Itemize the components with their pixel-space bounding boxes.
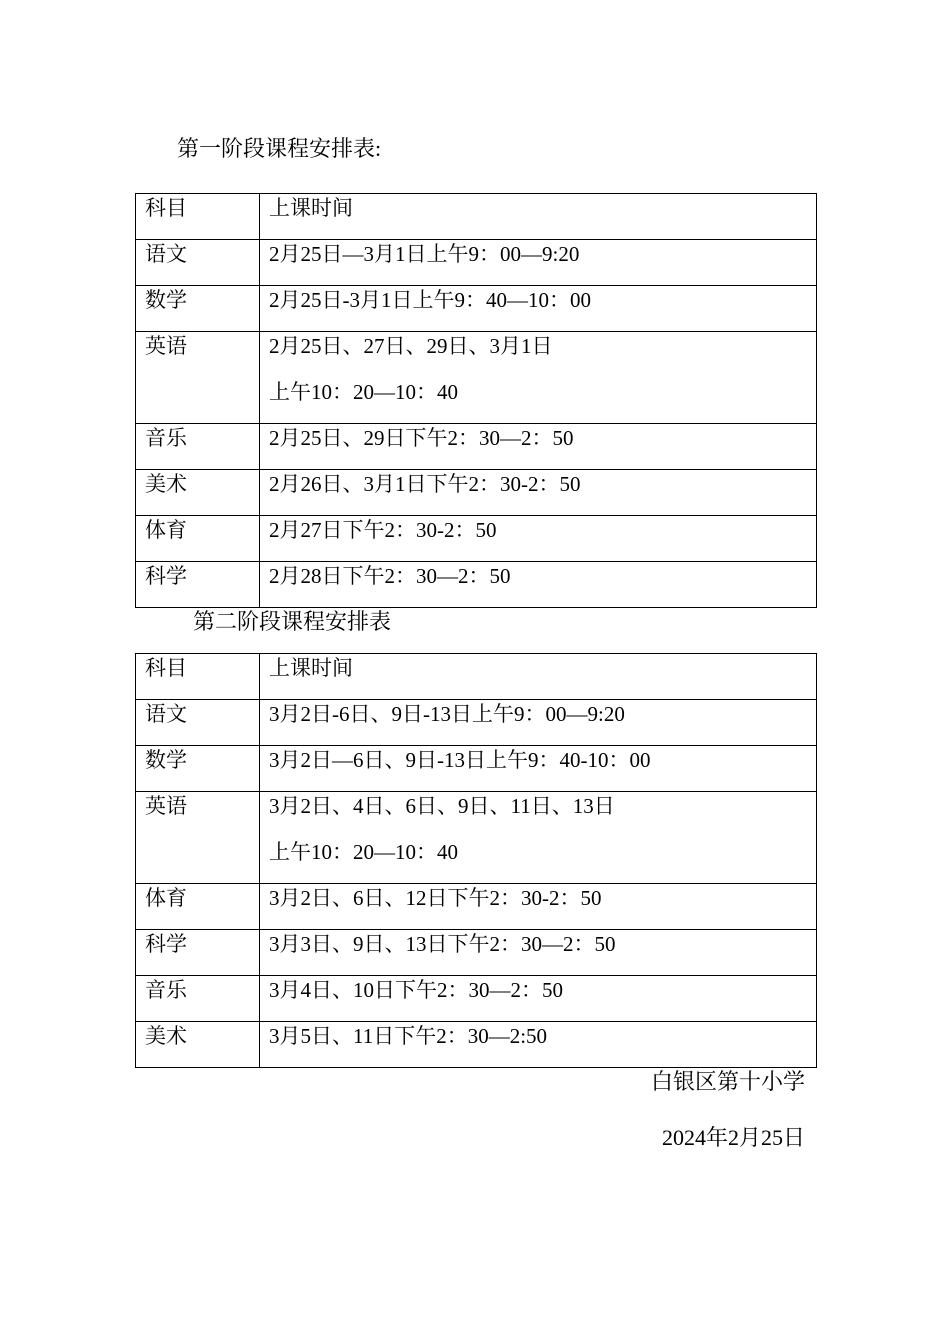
time-cell: 2月26日、3月1日下午2：30-2：50: [260, 470, 817, 516]
table-header-row: [136, 654, 817, 700]
table-row: [136, 976, 817, 1022]
table-row: [136, 424, 817, 470]
table-row: [136, 562, 817, 608]
stage2-title: 第二阶段课程安排表: [193, 609, 392, 634]
time-cell: 3月2日-6日、9日-13日上午9：00—9:20: [260, 700, 817, 746]
subject-cell: 语文: [136, 240, 260, 286]
stage2-schedule-table: [135, 653, 817, 1068]
subject-cell: 音乐: [136, 424, 260, 470]
header-time: 上课时间: [260, 654, 817, 700]
table-row: [136, 470, 817, 516]
time-cell: [260, 332, 817, 424]
issue-date: 2024年2月25日: [661, 1125, 805, 1150]
table-header-row: [136, 194, 817, 240]
header-subject: 科目: [136, 654, 260, 700]
header-subject: 科目: [136, 194, 260, 240]
table-row: [136, 1022, 817, 1068]
table-row: [136, 332, 817, 424]
stage1-schedule-table: [135, 193, 817, 608]
time-cell: 2月25日、29日下午2：30—2：50: [260, 424, 817, 470]
table-row: [136, 516, 817, 562]
subject-cell: 英语: [136, 332, 260, 424]
time-cell: 3月5日、11日下午2：30—2:50: [260, 1022, 817, 1068]
table-row: [136, 792, 817, 884]
time-cell: 3月2日、6日、12日下午2：30-2：50: [260, 884, 817, 930]
subject-cell: 体育: [136, 884, 260, 930]
school-name: 白银区第十小学: [650, 1069, 805, 1094]
table-row: [136, 746, 817, 792]
time-cell: 3月4日、10日下午2：30—2：50: [260, 976, 817, 1022]
subject-cell: 科学: [136, 562, 260, 608]
time-cell: 2月25日—3月1日上午9：00—9:20: [260, 240, 817, 286]
stage1-title: 第一阶段课程安排表:: [177, 136, 382, 161]
time-cell: 2月28日下午2：30—2：50: [260, 562, 817, 608]
header-time: 上课时间: [260, 194, 817, 240]
time-cell: 3月2日—6日、9日-13日上午9：40-10：00: [260, 746, 817, 792]
time-line-1: 3月2日、4日、6日、9日、11日、13日: [269, 794, 615, 818]
table-row: [136, 286, 817, 332]
table-row: [136, 700, 817, 746]
subject-cell: 语文: [136, 700, 260, 746]
subject-cell: 数学: [136, 286, 260, 332]
subject-cell: 数学: [136, 746, 260, 792]
subject-cell: 音乐: [136, 976, 260, 1022]
subject-cell: 体育: [136, 516, 260, 562]
time-cell: 3月3日、9日、13日下午2：30—2：50: [260, 930, 817, 976]
time-line-2: 上午10：20—10：40: [269, 380, 458, 404]
subject-cell: 美术: [136, 1022, 260, 1068]
subject-cell: 英语: [136, 792, 260, 884]
subject-cell: 美术: [136, 470, 260, 516]
table-row: [136, 884, 817, 930]
table-row: [136, 240, 817, 286]
subject-cell: 科学: [136, 930, 260, 976]
time-cell: 2月27日下午2：30-2：50: [260, 516, 817, 562]
time-cell: [260, 792, 817, 884]
time-line-2: 上午10：20—10：40: [269, 840, 458, 864]
table-row: [136, 930, 817, 976]
time-cell: 2月25日-3月1日上午9：40—10：00: [260, 286, 817, 332]
time-line-1: 2月25日、27日、29日、3月1日: [269, 334, 553, 358]
